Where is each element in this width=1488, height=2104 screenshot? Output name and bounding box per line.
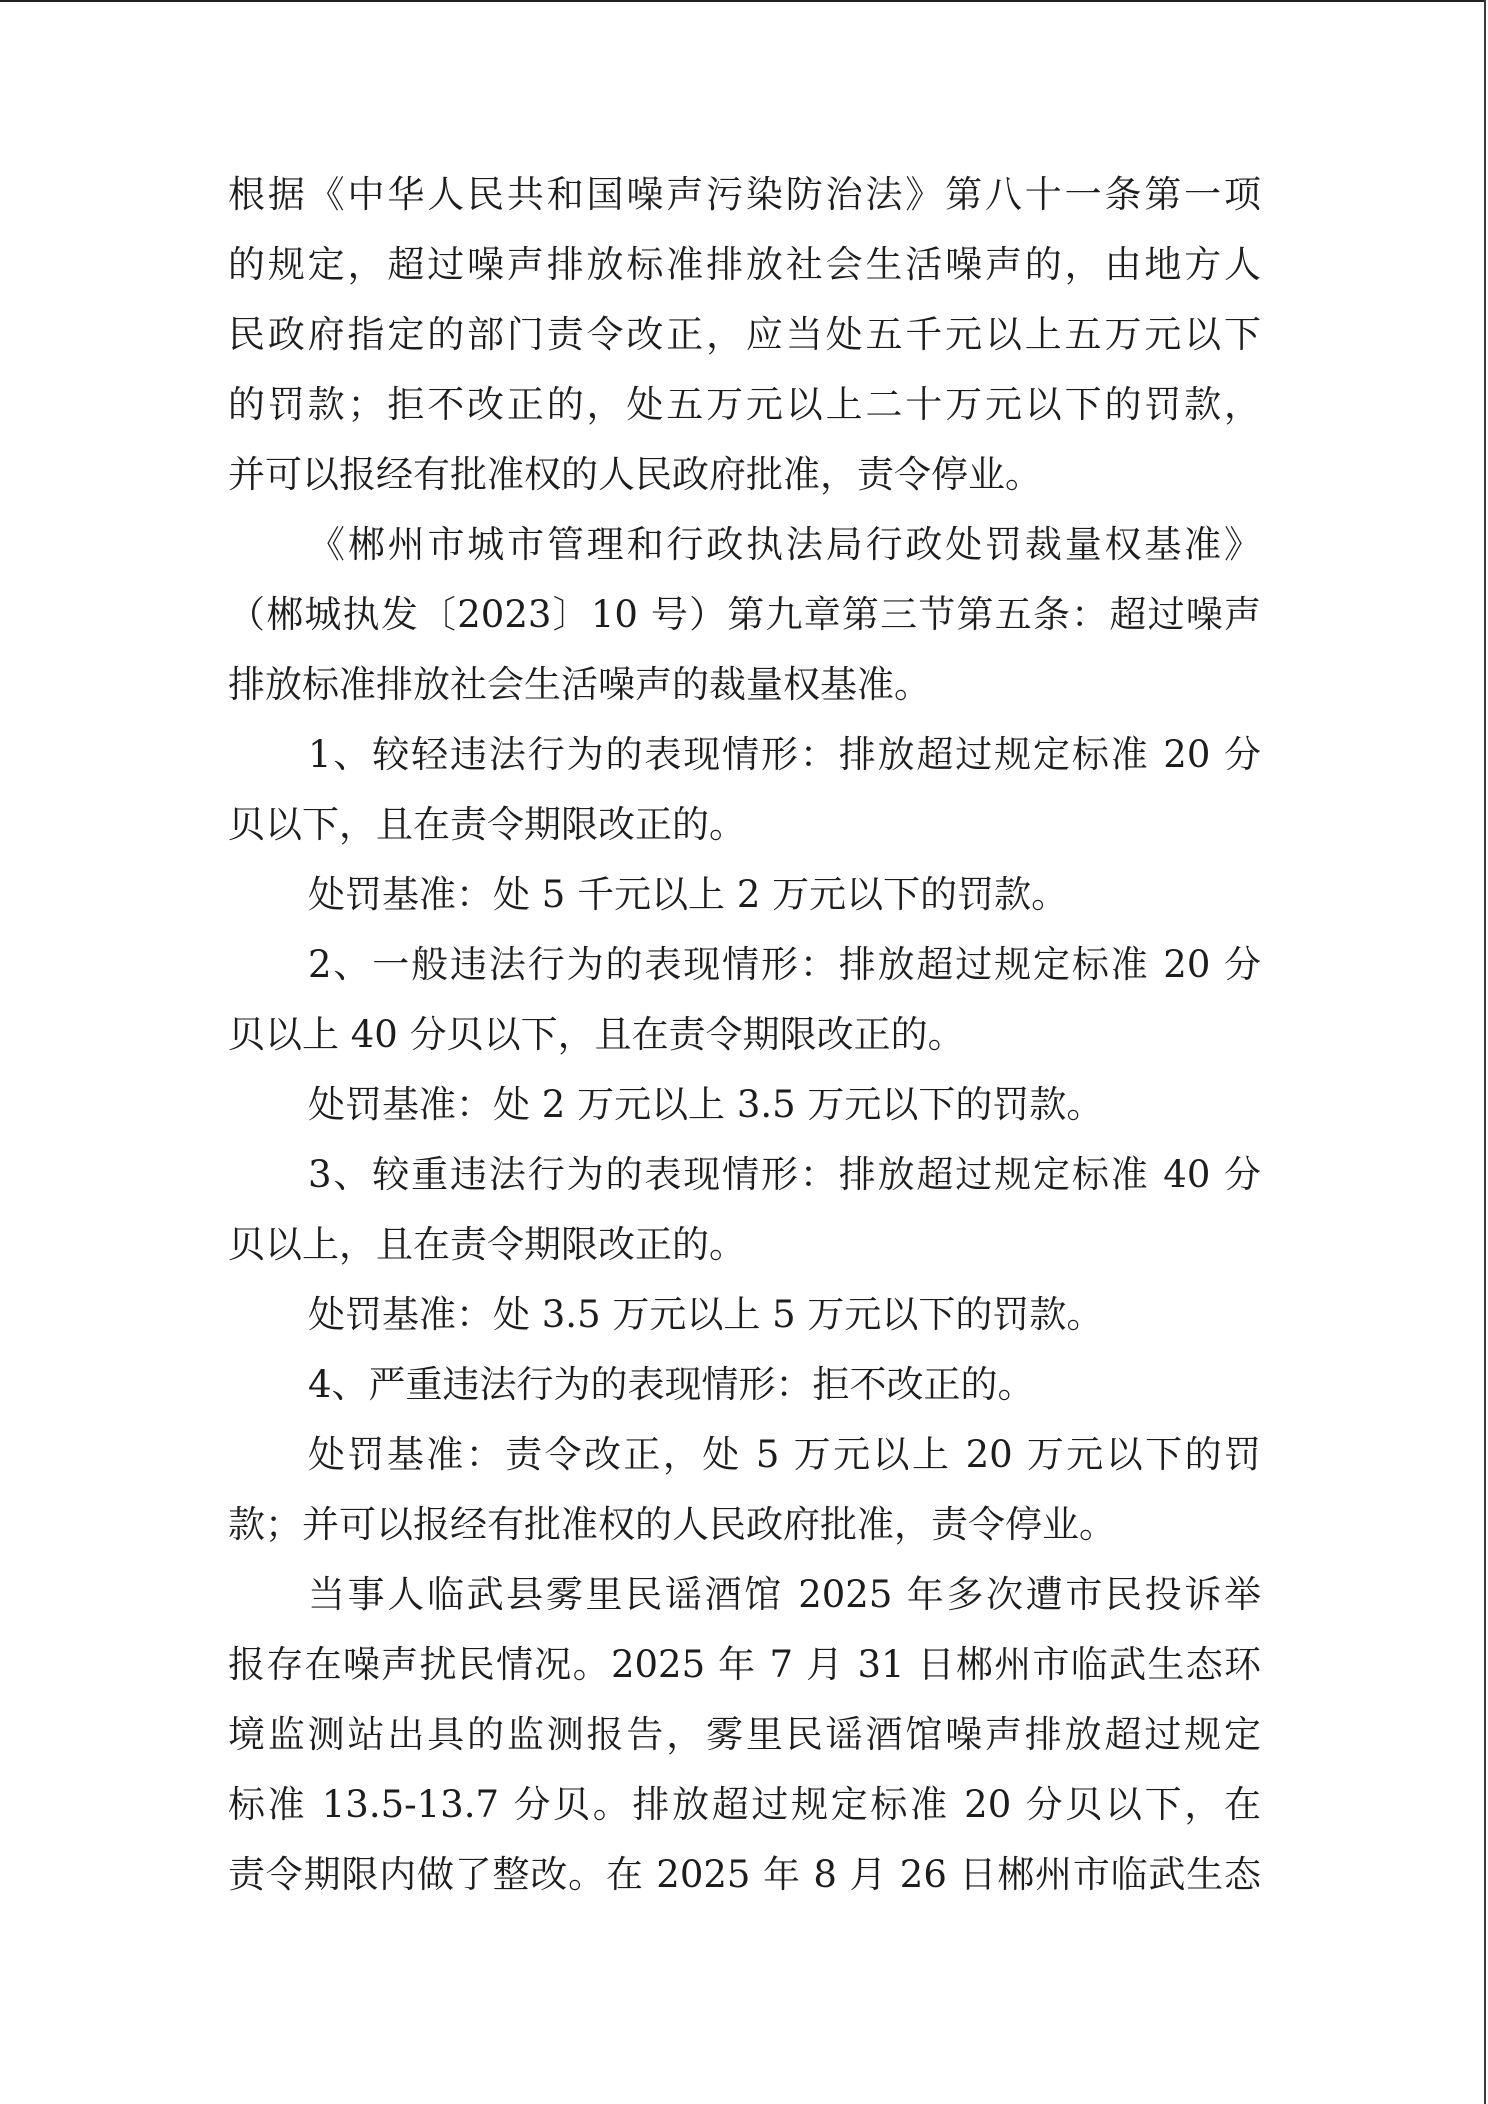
paragraph	[228, 1420, 1261, 1560]
paragraph	[228, 930, 1261, 1070]
text-line: 1、较轻违法行为的表现情形：排放超过规定标准 20 分	[308, 733, 1261, 776]
text-line: 的规定，超过噪声排放标准排放社会生活噪声的，由地方人	[228, 243, 1261, 286]
text-line: 4、严重违法行为的表现情形：拒不改正的。	[308, 1363, 1035, 1406]
text-line: 并可以报经有批准权的人民政府批准，责令停业。	[228, 453, 1042, 496]
paragraph	[228, 1140, 1261, 1280]
paragraph	[228, 860, 1261, 930]
paragraph	[228, 720, 1261, 860]
text-line: 责令期限内做了整改。在 2025 年 8 月 26 日郴州市临武生态	[228, 1853, 1261, 1896]
text-line: 处罚基准：处 2 万元以上 3.5 万元以下的罚款。	[308, 1083, 1104, 1126]
paragraph	[228, 510, 1261, 720]
text-line: 当事人临武县雾里民谣酒馆 2025 年多次遭市民投诉举	[308, 1573, 1261, 1616]
text-line: 处罚基准：处 3.5 万元以上 5 万元以下的罚款。	[308, 1293, 1104, 1336]
page-border-top	[0, 0, 1486, 2]
text-line: 根据《中华人民共和国噪声污染防治法》第八十一条第一项	[228, 173, 1261, 216]
text-line: 款；并可以报经有批准权的人民政府批准，责令停业。	[228, 1503, 1116, 1546]
text-line: 3、较重违法行为的表现情形：排放超过规定标准 40 分	[308, 1153, 1261, 1196]
text-line: 《郴州市城市管理和行政执法局行政处罚裁量权基准》	[308, 523, 1261, 566]
paragraph	[228, 1070, 1261, 1140]
text-line: 2、一般违法行为的表现情形：排放超过规定标准 20 分	[308, 943, 1261, 986]
text-line: 的罚款；拒不改正的，处五万元以上二十万元以下的罚款，	[228, 383, 1261, 426]
text-line: 处罚基准：责令改正，处 5 万元以上 20 万元以下的罚	[308, 1433, 1261, 1476]
text-line: 排放标准排放社会生活噪声的裁量权基准。	[228, 663, 931, 706]
text-line: 贝以下，且在责令期限改正的。	[228, 803, 746, 846]
text-line: 处罚基准：处 5 千元以上 2 万元以下的罚款。	[308, 873, 1069, 916]
paragraph	[228, 160, 1261, 510]
text-line: 报存在噪声扰民情况。2025 年 7 月 31 日郴州市临武生态环	[228, 1643, 1261, 1686]
text-line: 民政府指定的部门责令改正，应当处五千元以上五万元以下	[228, 313, 1261, 356]
page-border-right	[1484, 0, 1486, 2104]
text-line: 境监测站出具的监测报告，雾里民谣酒馆噪声排放超过规定	[228, 1713, 1261, 1756]
text-line: 标准 13.5-13.7 分贝。排放超过规定标准 20 分贝以下，在	[228, 1783, 1261, 1826]
text-line: 贝以上，且在责令期限改正的。	[228, 1223, 746, 1266]
paragraph	[228, 1560, 1261, 1910]
text-line: （郴城执发〔2023〕10 号）第九章第三节第五条：超过噪声	[228, 593, 1261, 636]
text-line: 贝以上 40 分贝以下，且在责令期限改正的。	[228, 1013, 965, 1056]
document-body	[228, 160, 1261, 1910]
paragraph	[228, 1350, 1261, 1420]
paragraph	[228, 1280, 1261, 1350]
